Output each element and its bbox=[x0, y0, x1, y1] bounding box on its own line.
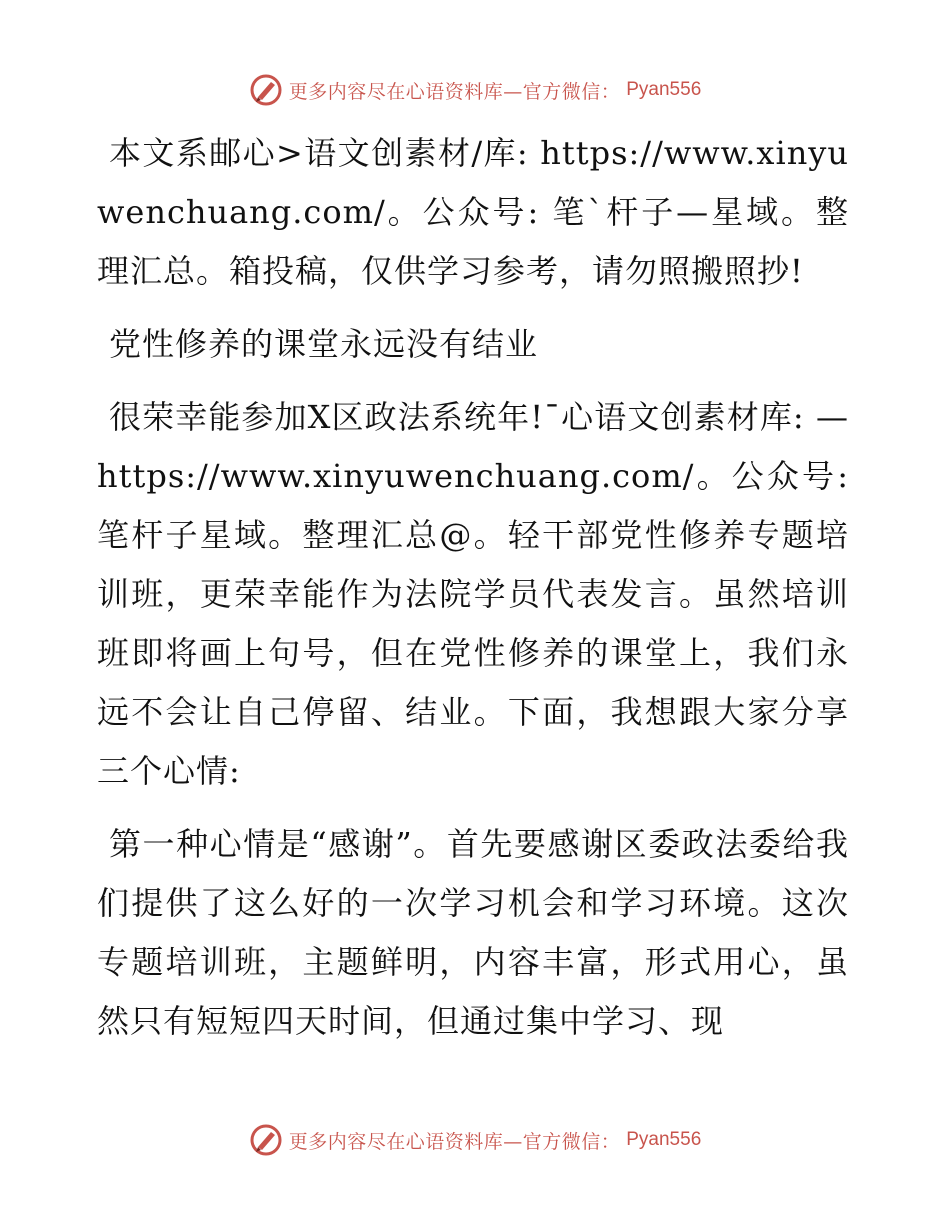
banner-wechat-id: Pyan556 bbox=[626, 79, 702, 100]
paragraph-intro: 很荣幸能参加X区政法系统年!¯心语文创素材库: —https://www.xinyuwenchuang.com/。公众号: 笔杆子星域。整理汇总@。轻干部党性修养专题培训班，更荣幸能作为法院学员代表发言。虽然培训班即将画上句号，但在党性修养的课堂上，我们永远不会让自己停留、结业。下面，我想跟大家分享三个心情: bbox=[97, 398, 849, 790]
paragraph-title: 党性修养的课堂永远没有结业 bbox=[109, 325, 539, 363]
pen-logo-icon bbox=[249, 1123, 283, 1157]
pen-logo-icon bbox=[249, 73, 283, 107]
banner-text: 更多内容尽在心语资料库—官方微信： bbox=[288, 1130, 621, 1153]
document-body bbox=[97, 124, 849, 1065]
header-watermark-banner bbox=[0, 72, 950, 108]
banner-text: 更多内容尽在心语资料库—官方微信： bbox=[288, 80, 621, 103]
footer-watermark-banner bbox=[0, 1122, 950, 1158]
paragraph-source-note: 本文系邮心>语文创素材/库: https://www.xinyuwenchuang.com/。公众号: 笔`杆子—星域。整理汇总。箱投稿，仅供学习参考，请勿照搬照抄! bbox=[97, 134, 849, 290]
banner-wechat-id: Pyan556 bbox=[626, 1129, 702, 1150]
paragraph-first-feeling: 第一种心情是“感谢”。首先要感谢区委政法委给我们提供了这么好的一次学习机会和学习环境。这次专题培训班，主题鲜明，内容丰富，形式用心，虽然只有短短四天时间，但通过集中学习、现 bbox=[97, 825, 849, 1040]
